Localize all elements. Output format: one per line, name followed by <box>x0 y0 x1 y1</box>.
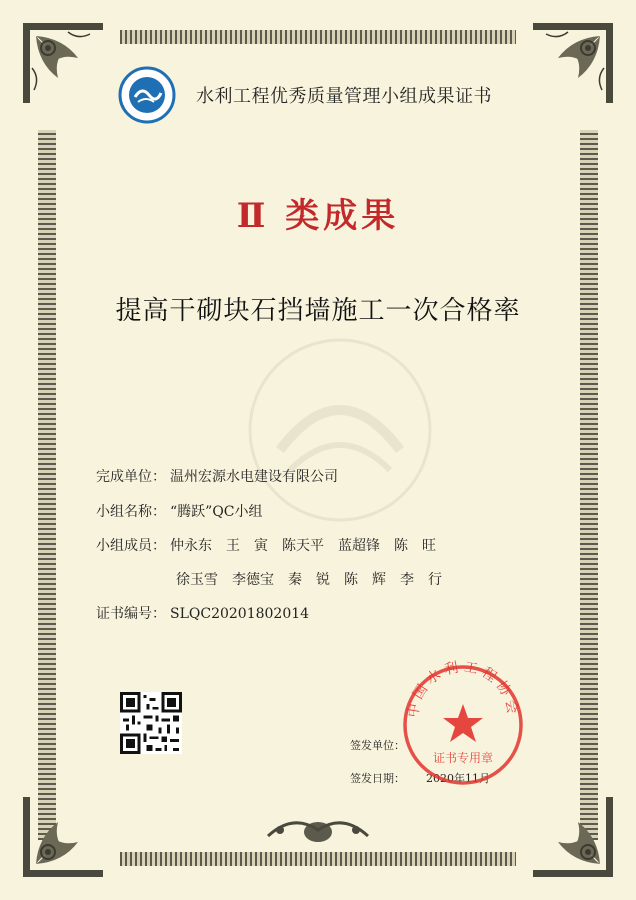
group-label: 小组名称： <box>96 504 166 520</box>
bottom-border <box>120 852 516 866</box>
association-logo-icon <box>118 66 176 124</box>
group-row <box>96 501 263 521</box>
watermark-emblem-icon <box>220 330 460 530</box>
svg-text:证书专用章: 证书专用章 <box>432 751 494 765</box>
project-title: 提高干砌块石挡墙施工一次合格率 <box>115 296 521 326</box>
official-seal-stamp-icon <box>398 660 528 790</box>
award-class-title: Ⅱ 类成果 <box>236 196 400 236</box>
group-value: “腾跃”QC小组 <box>170 504 263 520</box>
corner-ornament-icon <box>528 792 618 882</box>
corner-ornament-icon <box>18 18 108 108</box>
cert-value: SLQC20201802014 <box>170 606 310 622</box>
bottom-ornament-icon <box>258 808 378 848</box>
qr-code-icon[interactable] <box>120 692 182 754</box>
top-border <box>120 30 516 44</box>
issue-date-value: 2020年11月 <box>426 772 490 785</box>
members-row2: 徐玉雪 李德宝 秦 锐 陈 辉 李 行 <box>176 572 442 588</box>
unit-row <box>96 466 338 486</box>
cert-label: 证书编号： <box>96 606 166 622</box>
svg-text:中国水利工程协会: 中国水利工程协会 <box>405 660 521 719</box>
unit-value: 温州宏源水电建设有限公司 <box>170 469 338 485</box>
members-row1: 仲永东 王 寅 陈天平 蓝超锋 陈 旺 <box>170 538 436 554</box>
issuer-label: 签发单位： <box>350 739 405 752</box>
corner-ornament-icon <box>528 18 618 108</box>
cert-row <box>96 603 309 623</box>
members-row <box>96 535 436 555</box>
members-label: 小组成员： <box>96 538 166 554</box>
unit-label: 完成单位： <box>96 469 166 485</box>
certificate-header-title: 水利工程优秀质量管理小组成果证书 <box>196 86 492 107</box>
corner-ornament-icon <box>18 792 108 882</box>
issue-date-label: 签发日期： <box>350 772 405 785</box>
